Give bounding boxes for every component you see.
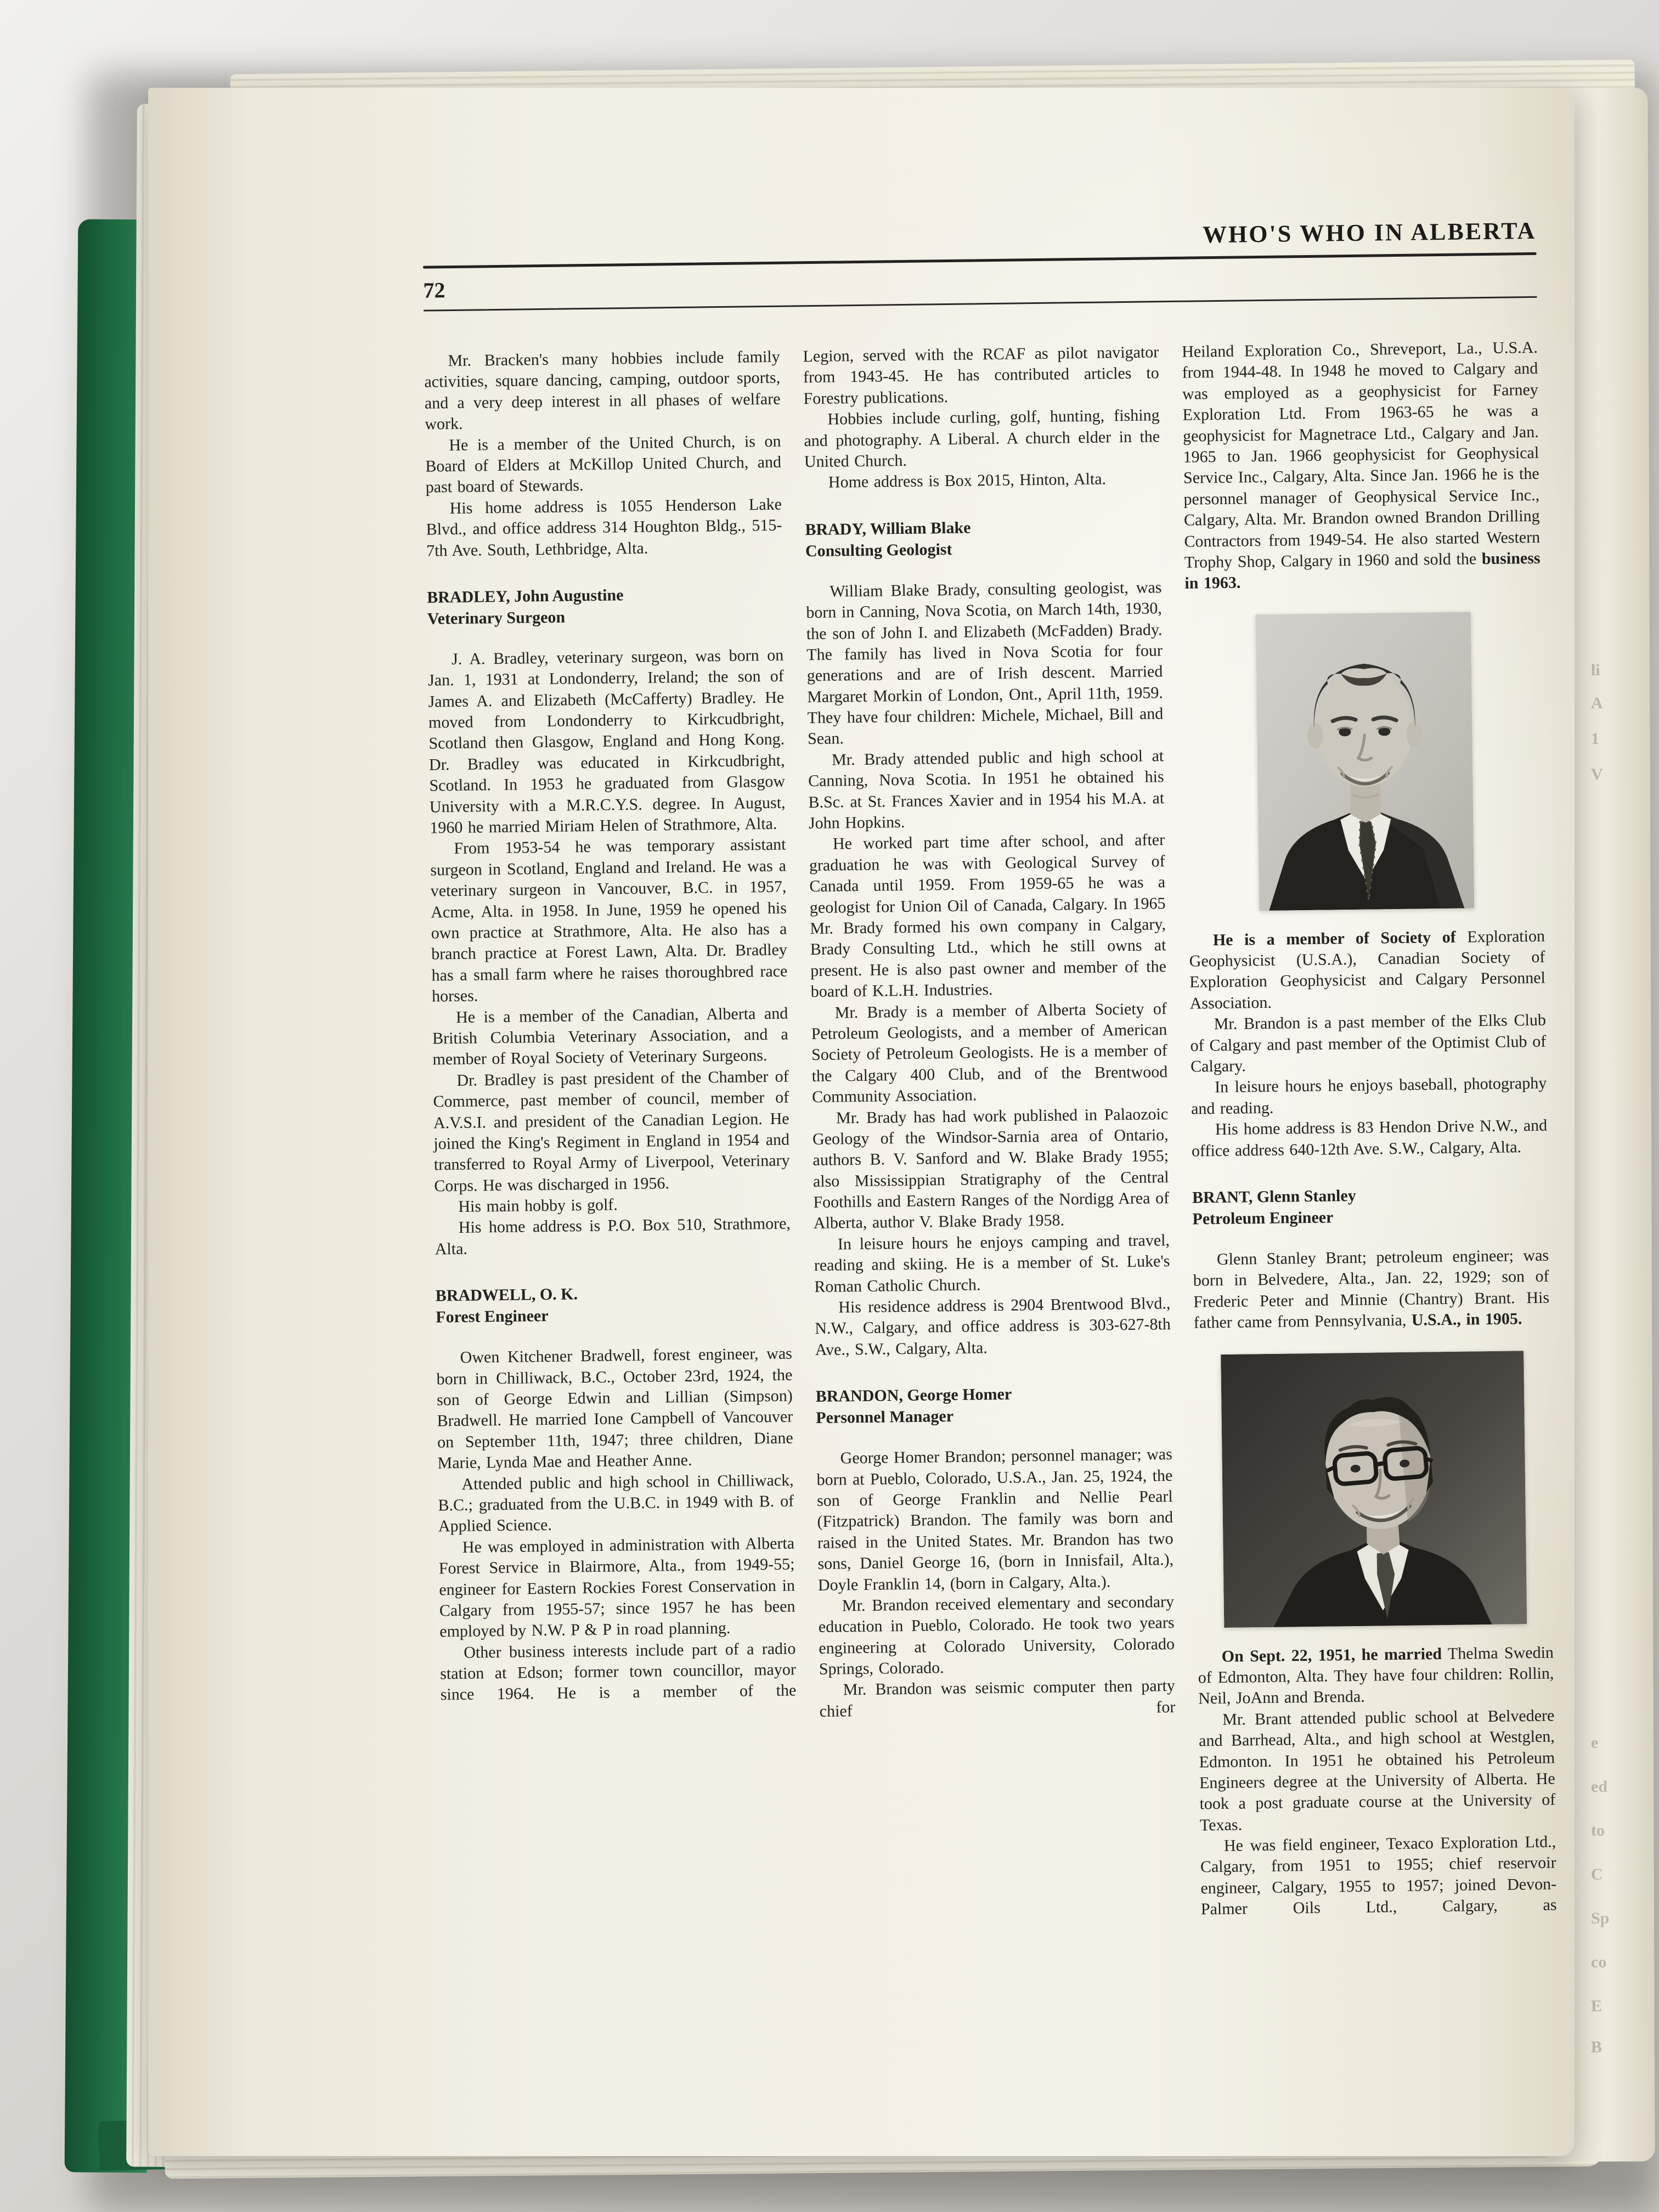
- paragraph: Glenn Stanley Brant; petroleum engineer; was born in Belvedere, Alta., Jan. 22, 1929; son of Frederic Peter and Minnie (Chantry) Brant. His father came from Pennsylvania, U.S.A., in 1905.: [1193, 1246, 1550, 1332]
- paragraph: Mr. Bracken's many hobbies include family activities, square dancing, camping, outdoor sports, and a very deep interest in all phases of welfare work.: [424, 347, 781, 433]
- paragraph: Dr. Bradley is past president of the Chamber of Commerce, past member of council, member of A.V.S.I. and president of the Canadian Legion. He joined the King's Regiment in England in 1954 and transferred to Royal Army of Liverpool, Veterinary Corps. He was discharged in 1956.: [433, 1067, 790, 1195]
- edge-text-fragment: C: [1591, 1865, 1603, 1883]
- entry-name: BRANT, Glenn Stanley: [1192, 1186, 1356, 1207]
- paragraph: Other business interests include part of a radio station at Edson; former town councillor, mayor since 1964. He is a member of the: [440, 1639, 797, 1704]
- paragraph: His residence address is 2904 Brentwood Blvd., N.W., Calgary, and office address is 303-627-8th Ave., S.W., Calgary, Alta.: [815, 1294, 1171, 1359]
- open-book: [66, 38, 1624, 2183]
- page-number: 72: [423, 278, 445, 303]
- edge-text-fragment: co: [1591, 1953, 1607, 1971]
- paragraph: On Sept. 22, 1951, he married Thelma Swedin of Edmonton, Alta. They have four children: Rollin, Neil, JoAnn and Brenda.: [1198, 1643, 1554, 1708]
- paragraph: Mr. Brant attended public school at Belvedere and Barrhead, Alta., and high school at Westglen, Edmonton. In 1951 he obtained his Petroleum Engineers degree at the University of Alberta. He took a post graduate course at the University of Texas.: [1198, 1706, 1556, 1835]
- running-title: WHO'S WHO IN ALBERTA: [1202, 217, 1537, 249]
- entry-heading: [816, 1381, 1172, 1429]
- paragraph: Mr. Brady attended public and high school at Canning, Nova Scotia. In 1951 he obtained his B.Sc. at St. Frances Xavier and in 1954 his M.A. at John Hopkins.: [808, 747, 1165, 833]
- paragraph: He is a member of Society of Exploration Geophysicist (U.S.A.), Canadian Society of Exploration Geophysicist and Calgary Personnel Association.: [1189, 927, 1546, 1013]
- paragraph: In leisure hours he enjoys baseball, photography and reading.: [1190, 1074, 1547, 1118]
- paragraph: Mr. Brady has had work published in Palaozoic Geology of the Windsor-Sarnia area of Ontario, authors B. V. Sanford and W. Blake Brady 1955; also Mississippian Stratigraphy of the Central Foothills and Eastern Ranges of the Nordigg Area of Alberta, author V. Blake Brady 1958.: [812, 1104, 1170, 1233]
- column-1: [424, 347, 802, 2118]
- entry-name: BRADLEY, John Augustine: [427, 586, 624, 607]
- edge-text-fragment: li: [1591, 661, 1600, 679]
- paragraph: He is a member of the United Church, is on Board of Elders at McKillop United Church, and past board of Stewards.: [425, 432, 782, 496]
- entry-heading: [1192, 1183, 1549, 1230]
- paragraph: Attended public and high school in Chilliwack, B.C.; graduated from the U.B.C. in 1949 with B. of Applied Science.: [438, 1471, 794, 1536]
- edge-text-fragment: B: [1591, 2038, 1602, 2056]
- entry-name: BRADWELL, O. K.: [435, 1285, 578, 1305]
- paragraph: Mr. Brandon is a past member of the Elks Club of Calgary and past member of the Optimist Club of Calgary.: [1190, 1011, 1547, 1076]
- entry-heading: [436, 1281, 792, 1328]
- columns: [424, 337, 1559, 2118]
- entry-occupation: Veterinary Surgeon: [427, 608, 566, 628]
- paragraph: Owen Kitchener Bradwell, forest engineer, was born in Chilliwack, B.C., October 23rd, 1924, the son of George Edwin and Lillian (Simpson) Bradwell. He married Ione Campbell of Vancouver on September 11th, 1947; three children, Diane Marie, Lynda Mae and Heather Anne.: [436, 1344, 793, 1472]
- edge-text-fragment: ed: [1591, 1778, 1607, 1796]
- paragraph: His home address is P.O. Box 510, Strathmore, Alta.: [435, 1215, 791, 1259]
- edge-text-fragment: A: [1591, 694, 1603, 712]
- paragraph: He was field engineer, Texaco Exploration Ltd., Calgary, from 1951 to 1955; chief reservoir engineer, Calgary, 1955 to 1957; joined Devon-Palmer Oils Ltd., Calgary, as: [1200, 1832, 1557, 1918]
- edge-text-fragment: E: [1591, 1997, 1602, 2015]
- entry-occupation: Forest Engineer: [436, 1307, 549, 1327]
- paragraph: William Blake Brady, consulting geologist, was born in Canning, Nova Scotia, on March 14th, 1930, the son of John I. and Elizabeth (McFadden) Brady. The family has lived in Nova Scotia for four generations and are of Irish descent. Married Margaret Morkin of London, Ont., April 11th, 1959. They have four children: Michele, Michael, Bill and Sean.: [806, 578, 1164, 748]
- paragraph: In leisure hours he enjoys camping and travel, reading and skiing. He is a member of St. Luke's Roman Catholic Church.: [814, 1231, 1170, 1296]
- book-page: [148, 88, 1575, 2156]
- brant-portrait: [1221, 1351, 1527, 1628]
- paragraph: Legion, served with the RCAF as pilot navigator from 1943-45. He has contributed articles to Forestry publications.: [803, 343, 1159, 408]
- paragraph: Mr. Brandon was seismic computer then party chief for: [819, 1677, 1176, 1720]
- entry-occupation: Petroleum Engineer: [1192, 1208, 1334, 1228]
- brandon-portrait: [1255, 612, 1474, 911]
- paragraph: Home address is Box 2015, Hinton, Alta.: [828, 470, 1107, 492]
- paragraph: He worked part time after school, and after graduation he was with Geological Survey of Canada until 1959. From 1959-65 he was a geologist for Union Oil of Canada, Calgary. In 1965 Mr. Brady formed his own company in Calgary, Brady Consulting Ltd., which he still owns at present. He is also past owner and member of the board of K.L.H. Industries.: [809, 831, 1167, 1001]
- paragraph: His home address is 83 Hendon Drive N.W., and office address 640-12th Ave. S.W., Calgary, Alta.: [1191, 1116, 1548, 1160]
- edge-text-fragment: e: [1591, 1734, 1599, 1752]
- paragraph: Mr. Brandon received elementary and secondary education in Pueblo, Colorado. He took two years engineering at Colorado University, Colorado Springs, Colorado.: [818, 1593, 1175, 1679]
- entry-occupation: Consulting Geologist: [805, 540, 952, 560]
- edge-text-fragment: 1: [1591, 730, 1599, 748]
- entry-name: BRANDON, George Homer: [815, 1385, 1012, 1406]
- edge-text-fragment: V: [1591, 765, 1603, 783]
- paragraph: From 1953-54 he was temporary assistant surgeon in Scotland, England and Ireland. He was a veterinary surgeon in Vancouver, B.C. in 1957, Acme, Alta. in 1958. In June, 1959 he opened his own practice at Strathmore, Alta. He also has a branch practice at Forest Lawn, Alta. Dr. Bradley has a small farm where he raises thoroughbred race horses.: [430, 836, 788, 1006]
- paragraph: Mr. Brady is a member of Alberta Society of Petroleum Geologists, and a member of American Society of Petroleum Geologists. He is a member of the Calgary 400 Club, and of the Brentwood Community Association.: [811, 999, 1168, 1107]
- paragraph: His home address is 1055 Henderson Lake Blvd., and office address 314 Houghton Bldg., 515-7th Ave. South, Lethbridge, Alta.: [426, 495, 782, 560]
- edge-text-fragment: Sp: [1591, 1909, 1610, 1927]
- edge-text-fragment: to: [1591, 1821, 1605, 1839]
- entry-heading: [805, 515, 1161, 562]
- column-2: [803, 342, 1180, 2113]
- entry-heading: [427, 583, 783, 630]
- column-3: [1182, 337, 1559, 2108]
- paragraph: Hobbies include curling, golf, hunting, fishing and photography. A Liberal. A church elder in the United Church.: [804, 406, 1160, 471]
- paragraph: George Homer Brandon; personnel manager; was born at Pueblo, Colorado, U.S.A., Jan. 25, 1924, the son of George Franklin and Nellie Pearl (Fitzpatrick) Brandon. The family was born and raised in the United States. Mr. Brandon has two sons, Daniel George 16, (born in Innisfail, Alta.), Doyle Franklin 14, (born in Calgary, Alta.).: [816, 1445, 1174, 1594]
- paragraph: J. A. Bradley, veterinary surgeon, was born on Jan. 1, 1931 at Londonderry, Ireland; the son of James A. and Elizabeth (McCafferty) Bradley. He moved from Londonderry to Kirkcudbright, Scotland then Glasgow, England and Hong Kong. Dr. Bradley was educated in Kirkcudbright, Scotland. In 1953 he graduated from Glasgow University with a M.R.C.Y.S. degree. In August, 1960 he married Miriam Helen of Strathmore, Alta.: [427, 646, 786, 837]
- entry-occupation: Personnel Manager: [816, 1407, 954, 1427]
- running-head: [422, 217, 1537, 312]
- paragraph: He is a member of the Canadian, Alberta and British Columbia Veterinary Association, and a member of Royal Society of Veterinary Surgeons.: [432, 1004, 788, 1069]
- paragraph: Heiland Exploration Co., Shreveport, La., U.S.A. from 1944-48. In 1948 he moved to Calgary and was employed as a geophysicist for Farney Exploration Ltd. From 1963-65 he was a geophysicist for Magnetrace Ltd., Calgary and Jan. 1965 to Jan. 1966 geophysicist for Geophysical Service Inc., Calgary, Alta. Since Jan. 1966 he is the personnel manager of Geophysical Service Inc., Calgary, Alta. Mr. Brandon owned Brandon Drilling Contractors from 1949-54. He also started Western Trophy Shop, Calgary in 1960 and sold the business in 1963.: [1182, 338, 1541, 593]
- paragraph: His main hobby is golf.: [458, 1195, 618, 1216]
- paragraph: He was employed in administration with Alberta Forest Service in Blairmore, Alta., from 1949-55; engineer for Eastern Rockies Forest Conservation in Calgary from 1955-57; since 1957 he has been employed by N.W. P & P in road planning.: [438, 1534, 795, 1641]
- entry-name: BRADY, William Blake: [805, 518, 971, 539]
